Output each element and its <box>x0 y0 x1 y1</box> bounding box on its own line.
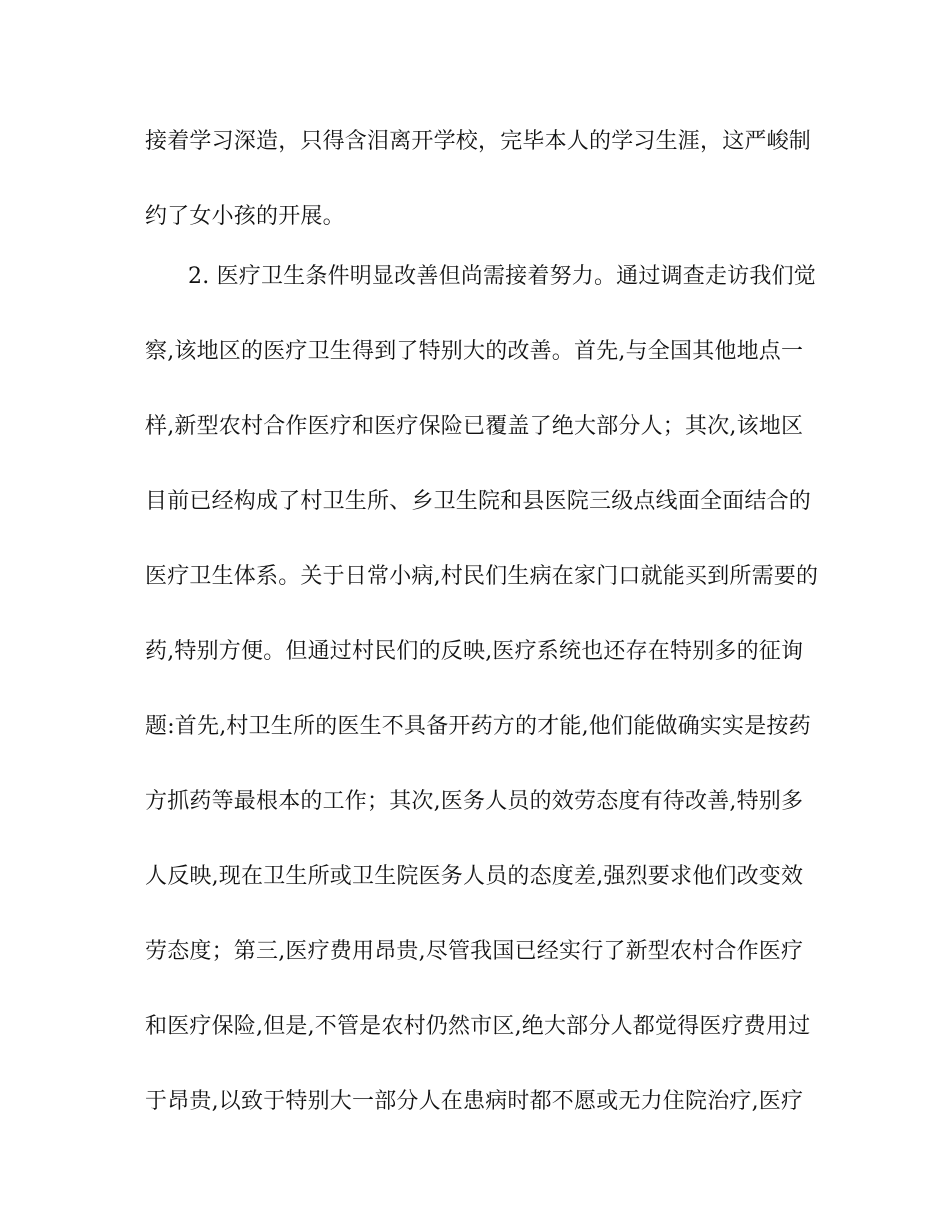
text-line: 劳态度；第三,医疗费用昂贵,尽管我国已经实行了新型农村合作医疗 <box>145 939 804 964</box>
text-line: 样,新型农村合作医疗和医疗保险已覆盖了绝大部分人；其次,该地区 <box>145 414 804 439</box>
text-line: 人反映,现在卫生所或卫生院医务人员的态度差,强烈要求他们改变效 <box>145 864 804 889</box>
text-line: 方抓药等最根本的工作；其次,医务人员的效劳态度有待改善,特别多 <box>145 789 804 814</box>
text-line: 于昂贵,以致于特别大一部分人在患病时都不愿或无力住院治疗,医疗 <box>145 1089 804 1114</box>
text-line: 目前已经构成了村卫生所、乡卫生院和县医院三级点线面全面结合的 <box>145 489 812 514</box>
text-line: 接着学习深造，只得含泪离开学校，完毕本人的学习生涯，这严峻制 <box>145 129 812 154</box>
text-line: 约了女小孩的开展。 <box>145 204 345 229</box>
text-line: 和医疗保险,但是,不管是农村仍然市区,绝大部分人都觉得医疗费用过 <box>145 1014 811 1039</box>
text-line: 察,该地区的医疗卫生得到了特别大的改善。首先,与全国其他地点一 <box>145 339 804 364</box>
text-line: 题:首先,村卫生所的医生不具备开药方的才能,他们能做确实实是按药 <box>145 714 811 739</box>
paragraph-start-line: 2. 医疗卫生条件明显改善但尚需接着努力。通过调查走访我们觉 <box>188 264 816 289</box>
text-line: 医疗卫生体系。关于日常小病,村民们生病在家门口就能买到所需要的 <box>145 564 819 589</box>
text-line: 药,特别方便。但通过村民们的反映,医疗系统也还存在特别多的征询 <box>145 639 804 664</box>
